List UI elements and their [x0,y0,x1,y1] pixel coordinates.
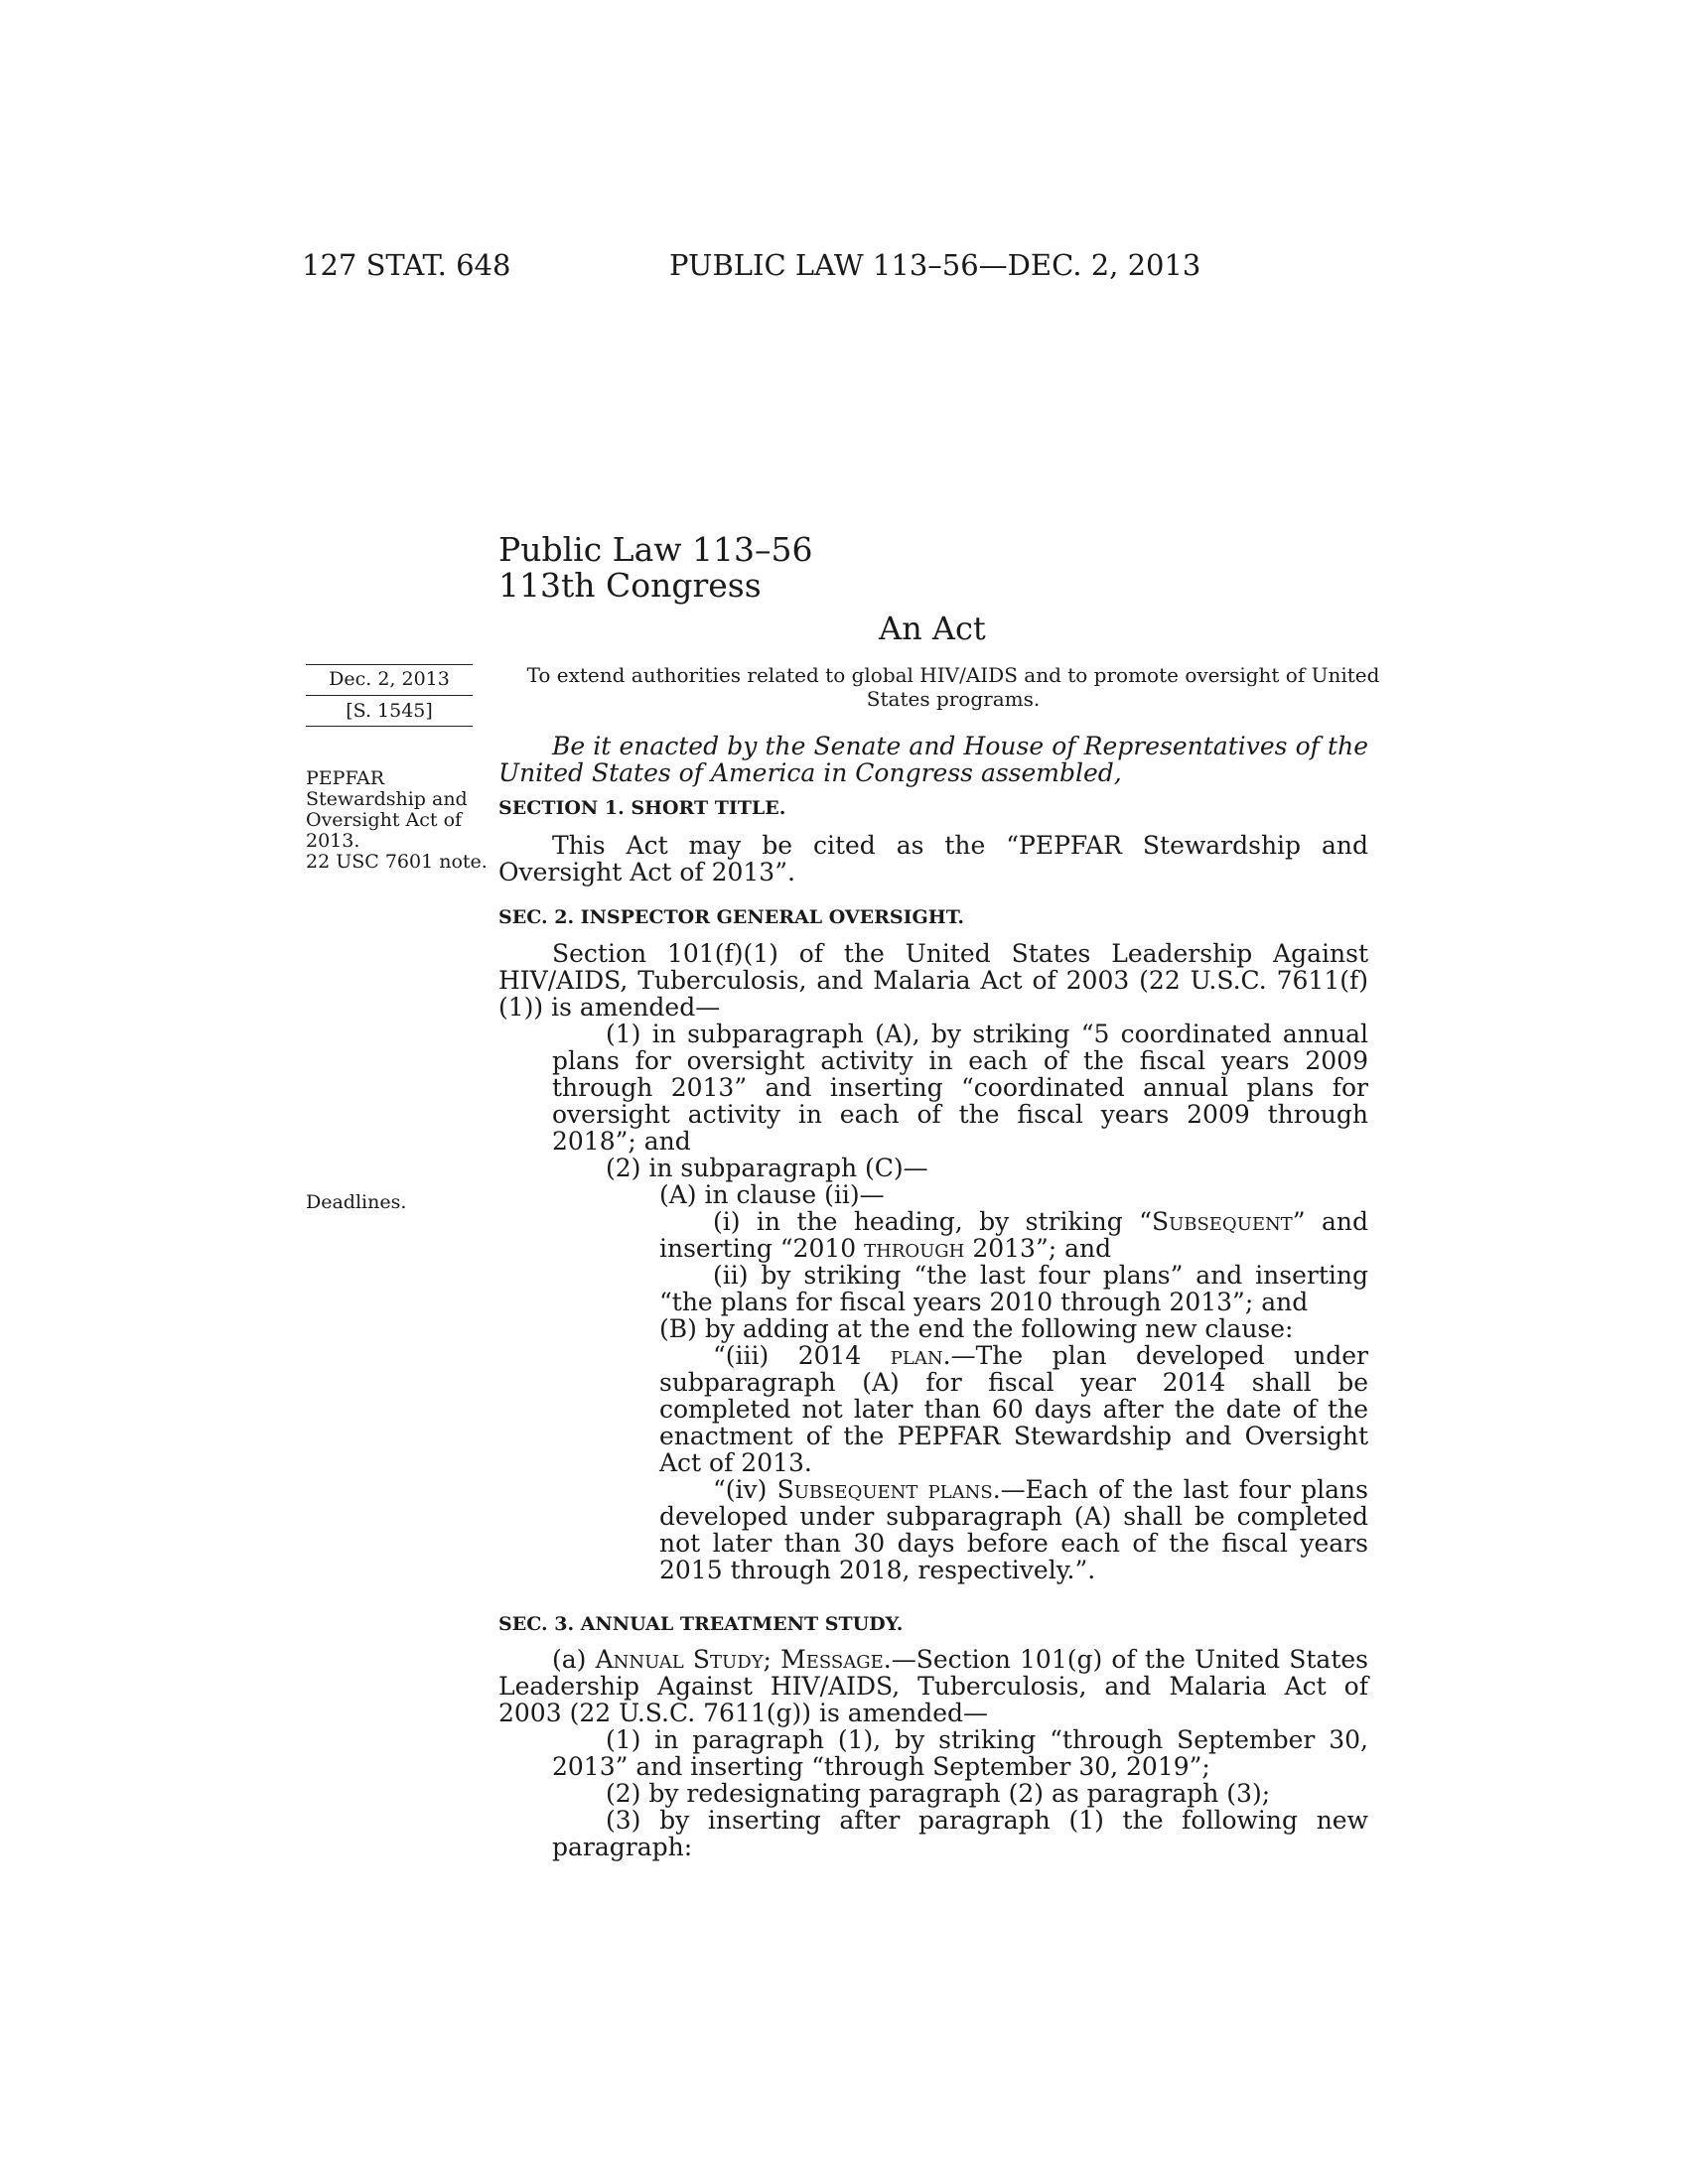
section-1-heading: SECTION 1. SHORT TITLE. [498,797,786,819]
section-2-clause-i: (i) in the heading, by striking “Subsequent” and inserting “2010 through 2013”; and [659,1207,1368,1263]
section-3-body [498,1646,1368,1860]
section-2-intro: Section 101(f)(1) of the United States Leadership Against HIV/AIDS, Tuberculosis, and Malaria Act of 2003 (22 U.S.C. 7611(f)(1)) is amended— [498,939,1368,1022]
section-2-para-2: (2) in subparagraph (C)— [606,1154,928,1182]
enacting-clause: Be it enacted by the Senate and House of Representatives of the United States of America in Congress assembled, [498,732,1368,787]
section-2-clause-iv: “(iv) Subsequent plans.—Each of the last four plans developed under subparagraph (A) shall be completed not later than 30 days before each of the fiscal years 2015 through 2018, respectively.”. [659,1475,1368,1584]
page-header [302,248,1295,288]
margin-note-deadlines: Deadlines. [306,1191,407,1213]
margin-note-short-title [306,768,494,873]
section-2-para-1: (1) in subparagraph (A), by striking “5 coordinated annual plans for oversight activity in each of the fiscal years 2009 through 2013” and inserting “coordinated annual plans for oversight activity in each of the fiscal years 2009 through 2018”; and [552,1020,1368,1156]
short-title-note: PEPFAR Stewardship and Oversight Act of 2013. [306,767,468,852]
running-head: PUBLIC LAW 113–56—DEC. 2, 2013 [669,248,1201,282]
law-title-block [498,532,812,604]
section-3-heading: SEC. 3. ANNUAL TREATMENT STUDY. [498,1613,904,1635]
public-law-number: Public Law 113–56 [498,530,813,569]
bill-number: [S. 1545] [306,695,473,724]
section-2-clause-iii: “(iii) 2014 plan.—The plan developed under subparagraph (A) for fiscal year 2014 shall be completed not later than 60 days after the date of the enactment of the PEPFAR Stewardship and Oversight Act of 2013. [659,1341,1368,1477]
enactment-date: Dec. 2, 2013 [329,668,450,690]
section-2-subpara-b: (B) by adding at the end the following new clause: [659,1314,1294,1343]
section-3-subsection-a: (a) Annual Study; Message.—Section 101(g) of the United States Leadership Against HIV/AIDS, Tuberculosis, and Malaria Act of 2003 (22 U.S.C. 7611(g)) is amended— [498,1645,1369,1727]
section-1-text: This Act may be cited as the “PEPFAR Stewardship and Oversight Act of 2013”. [498,831,1368,887]
section-2-clause-ii: (ii) by striking “the last four plans” and inserting “the plans for fiscal years 2010 through 2013”; and [659,1261,1368,1316]
an-act-heading: An Act [879,610,986,647]
usc-note: 22 USC 7601 note. [306,851,488,873]
section-3-para-3: (3) by inserting after paragraph (1) the following new paragraph: [552,1806,1368,1861]
act-purpose: To extend authorities related to global HIV/AIDS and to promote oversight of United States programs. [526,663,1380,711]
margin-date-box [306,664,473,727]
section-2-heading: SEC. 2. INSPECTOR GENERAL OVERSIGHT. [498,906,965,928]
congress-number: 113th Congress [498,566,762,605]
section-3-para-1: (1) in paragraph (1), by striking “through September 30, 2013” and inserting “through September 30, 2019”; [552,1725,1368,1781]
stat-page-number: 127 STAT. 648 [302,248,511,282]
section-2-subpara-a: (A) in clause (ii)— [659,1180,885,1209]
section-2-body [498,940,1368,1583]
section-3-para-2: (2) by redesignating paragraph (2) as paragraph (3); [606,1779,1271,1808]
